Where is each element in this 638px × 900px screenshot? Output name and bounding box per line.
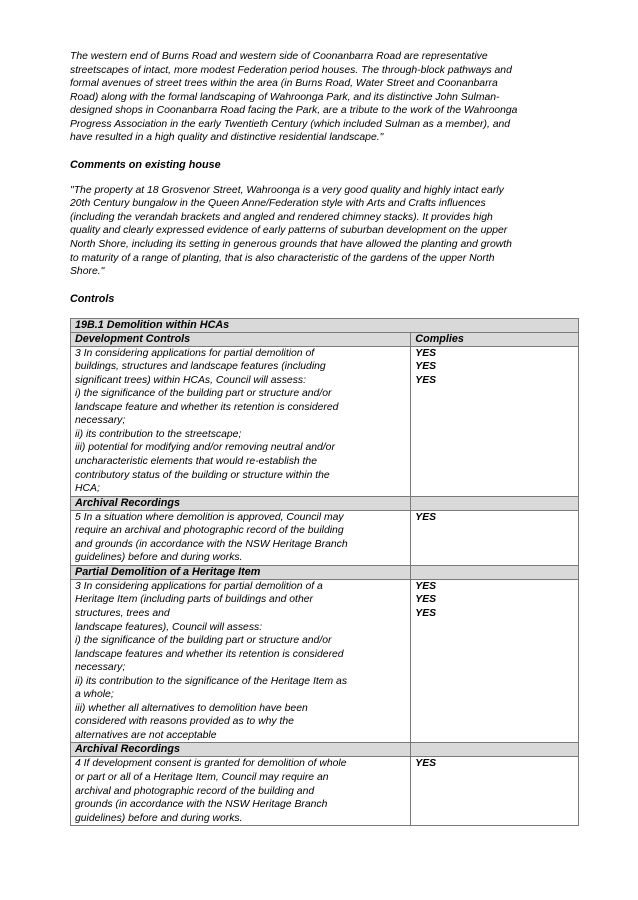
control-line: landscape features), Council will assess: xyxy=(75,621,263,633)
intro-line: Progress Association in the early Twentieth Century (which included Sulman as a member), and xyxy=(70,118,511,130)
control-line: structures, trees and xyxy=(75,607,170,619)
control-line: i) the significance of the building part or structure and/or xyxy=(75,388,332,400)
control-line: 3 In considering applications for partial demolition of xyxy=(75,347,315,359)
complies-value: YES xyxy=(415,511,437,523)
complies-value: YES xyxy=(415,361,437,373)
control-line: ii) its contribution to the significance of the Heritage Item as xyxy=(75,675,348,687)
control-line: a whole; xyxy=(75,689,114,701)
column-header-controls: Development Controls xyxy=(71,332,411,346)
control-line: grounds (in accordance with the NSW Heritage Branch xyxy=(75,799,328,811)
control-line: considered with reasons provided as to why the xyxy=(75,716,294,728)
control-line: uncharacteristic elements that would re-establish the xyxy=(75,456,317,468)
control-line: require an archival and photographic record of the building xyxy=(75,525,344,537)
table-row xyxy=(71,346,579,496)
control-line: iii) potential for modifying and/or removing neutral and/or xyxy=(75,442,335,454)
comments-heading: Comments on existing house xyxy=(70,158,221,171)
controls-table xyxy=(70,318,579,827)
table-title: 19B.1 Demolition within HCAs xyxy=(71,318,579,332)
table-row xyxy=(71,579,579,743)
control-line: guidelines) before and during works. xyxy=(75,812,243,824)
intro-line: formal avenues of street trees within the area (in Burns Road, Water Street and Coonanbarra xyxy=(70,78,498,90)
control-line: Heritage Item (including parts of buildings and other xyxy=(75,594,313,606)
control-line: necessary; xyxy=(75,662,126,674)
control-text xyxy=(71,346,411,496)
control-line: contributory status of the building or structure within the xyxy=(75,469,330,481)
section-heading: Archival Recordings xyxy=(71,496,411,510)
section-row xyxy=(71,743,579,757)
document-page xyxy=(70,50,578,826)
control-text xyxy=(71,757,411,826)
complies-value: YES xyxy=(415,580,437,592)
section-row xyxy=(71,565,579,579)
comments-line: (including the verandah brackets and angled and rendered chimney stacks). It provides high xyxy=(70,211,493,223)
section-row xyxy=(71,496,579,510)
intro-line: The western end of Burns Road and western side of Coonanbarra Road are representative xyxy=(70,51,488,62)
complies-value: YES xyxy=(415,374,437,386)
controls-heading: Controls xyxy=(70,292,115,305)
complies-cell xyxy=(411,346,579,496)
control-line: buildings, structures and landscape features (including xyxy=(75,361,326,373)
complies-value: YES xyxy=(415,758,437,770)
table-title-row xyxy=(71,318,579,332)
complies-cell xyxy=(411,510,579,565)
control-line: landscape features and whether its retention is considered xyxy=(75,648,344,660)
intro-line: Road) along with the formal landscaping of Wahroonga Park, and its distinctive John Sulman- xyxy=(70,91,500,103)
table-row xyxy=(71,757,579,826)
comments-line: Shore." xyxy=(70,266,105,278)
complies-value: YES xyxy=(415,607,437,619)
intro-paragraph xyxy=(70,50,578,145)
complies-value: YES xyxy=(415,594,437,606)
comments-paragraph xyxy=(70,184,578,279)
comments-line: North Shore, including its setting in generous grounds that have allowed the planting and growth xyxy=(70,239,512,251)
section-heading: Partial Demolition of a Heritage Item xyxy=(71,565,411,579)
table-row xyxy=(71,510,579,565)
complies-cell xyxy=(411,757,579,826)
table-header-row xyxy=(71,332,579,346)
column-header-complies: Complies xyxy=(411,332,579,346)
comments-line: quality and clearly expressed evidence of early patterns of suburban development on the upper xyxy=(70,225,508,237)
section-heading: Archival Recordings xyxy=(71,743,411,757)
control-line: ii) its contribution to the streetscape; xyxy=(75,428,242,440)
control-line: 3 In considering applications for partial demolition of a xyxy=(75,580,323,592)
control-text xyxy=(71,579,411,743)
control-line: landscape feature and whether its retention is considered xyxy=(75,401,339,413)
comments-line: 20th Century bungalow in the Queen Anne/Federation style with Arts and Crafts influences xyxy=(70,198,486,210)
comments-line: "The property at 18 Grosvenor Street, Wahroonga is a very good quality and highly intact early xyxy=(70,184,504,196)
intro-line: have resulted in a high quality and distinctive residential landscape." xyxy=(70,132,384,144)
control-line: necessary; xyxy=(75,415,126,427)
comments-line: to maturity of a range of planting, that is also characteristic of the gardens of the upper North xyxy=(70,252,495,264)
control-line: iii) whether all alternatives to demolition have been xyxy=(75,702,308,714)
control-line: alternatives are not acceptable xyxy=(75,729,217,741)
control-line: guidelines) before and during works. xyxy=(75,552,243,564)
control-line: i) the significance of the building part or structure and/or xyxy=(75,635,332,647)
intro-line: designed shops in Coonanbarra Road facing the Park, are a tribute to the work of the Wahroonga xyxy=(70,105,518,117)
control-text xyxy=(71,510,411,565)
complies-value: YES xyxy=(415,347,437,359)
control-line: and grounds (in accordance with the NSW Heritage Branch xyxy=(75,538,348,550)
control-line: 4 If development consent is granted for demolition of whole xyxy=(75,758,347,770)
control-line: 5 In a situation where demolition is approved, Council may xyxy=(75,511,344,523)
control-line: HCA; xyxy=(75,483,100,495)
control-line: or part or all of a Heritage Item, Council may require an xyxy=(75,771,329,783)
control-line: significant trees) within HCAs, Council will assess: xyxy=(75,374,306,386)
control-line: archival and photographic record of the building and xyxy=(75,785,315,797)
complies-cell xyxy=(411,579,579,743)
intro-line: streetscapes of intact, more modest Federation period houses. The through-block pathways and xyxy=(70,64,512,76)
